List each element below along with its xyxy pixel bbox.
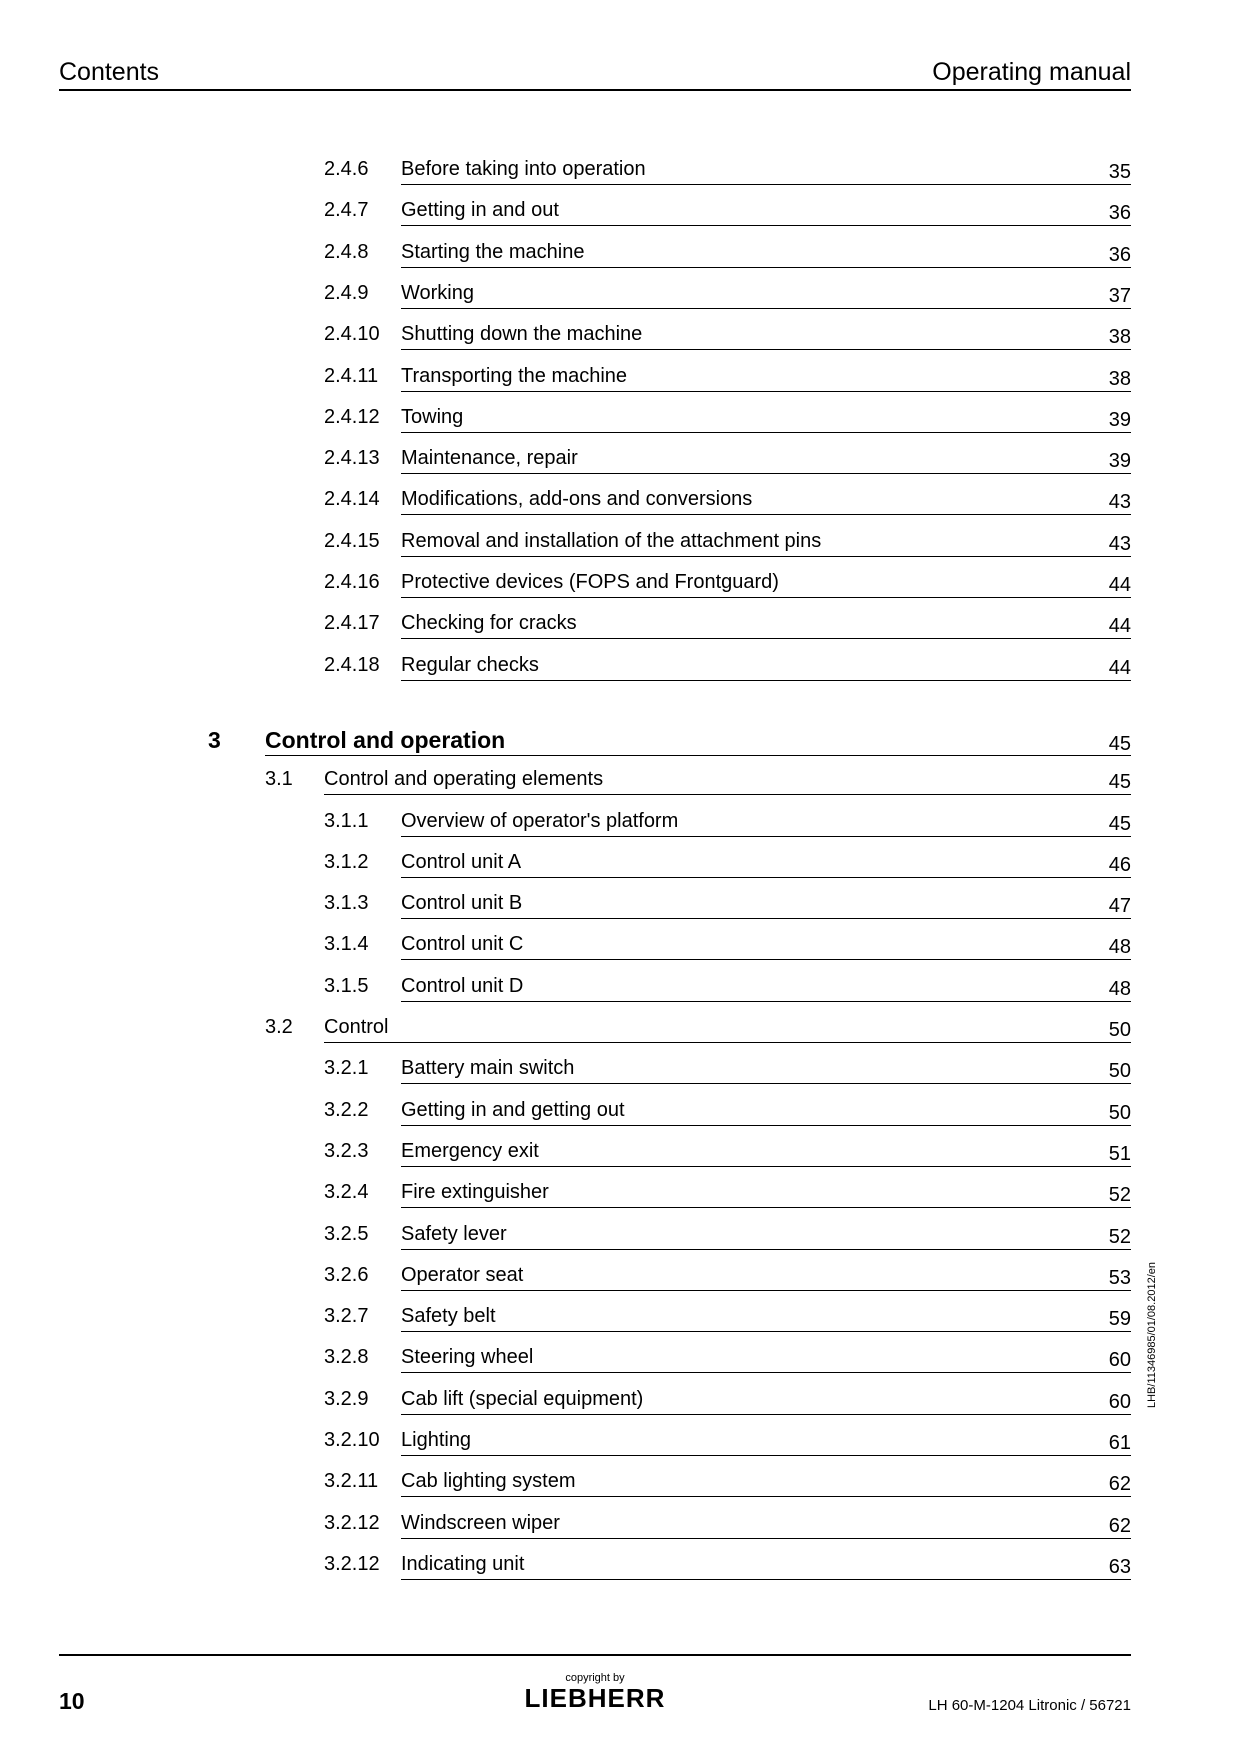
toc-title[interactable]: Fire extinguisher [401, 1181, 549, 1204]
toc-page-number[interactable]: 45 [1108, 771, 1131, 794]
toc-number: 2.4.11 [324, 364, 379, 387]
toc-title[interactable]: Before taking into operation [401, 158, 646, 180]
toc-title[interactable]: Battery main switch [401, 1057, 575, 1080]
toc-subsection[interactable] [0, 654, 1241, 694]
toc-title[interactable]: Starting the machine [401, 240, 585, 263]
toc-number: 3.2.3 [324, 1139, 369, 1162]
toc-number: 2.4.12 [324, 405, 380, 428]
toc-title[interactable]: Control and operating elements [324, 768, 604, 791]
toc-subsection[interactable] [0, 1223, 1241, 1263]
toc-subsection[interactable] [0, 488, 1241, 528]
toc-page-number[interactable]: 44 [1108, 615, 1131, 638]
toc-subsection[interactable] [0, 282, 1241, 322]
toc-page-number[interactable]: 52 [1108, 1184, 1131, 1207]
toc-number: 2.4.18 [324, 653, 380, 676]
toc-subsection[interactable] [0, 1388, 1241, 1428]
toc-number: 2.4.7 [324, 199, 369, 222]
toc-page-number[interactable]: 43 [1108, 491, 1131, 514]
toc-page-number[interactable]: 63 [1108, 1555, 1131, 1578]
header-section-title: Contents [59, 58, 160, 86]
toc-number: 3.1.2 [324, 850, 369, 873]
toc-title[interactable]: Control unit B [401, 892, 523, 915]
toc-page-number[interactable]: 47 [1108, 895, 1131, 918]
toc-number: 2.4.10 [324, 323, 380, 346]
toc-page-number[interactable]: 62 [1108, 1473, 1131, 1496]
toc-page-number[interactable]: 48 [1108, 977, 1131, 1000]
toc-title[interactable]: Overview of operator's platform [401, 809, 679, 832]
toc-subsection[interactable] [0, 365, 1241, 405]
liebherr-logo [505, 1685, 685, 1711]
toc-subsection[interactable] [0, 406, 1241, 446]
toc-subsection[interactable] [0, 810, 1241, 850]
toc-subsection[interactable] [0, 158, 1241, 198]
toc-underline [401, 405, 1131, 433]
toc-title[interactable]: Control unit D [401, 974, 524, 997]
toc-title[interactable]: Control unit C [401, 933, 524, 956]
toc-section[interactable] [0, 1016, 1241, 1056]
toc-subsection[interactable] [0, 241, 1241, 281]
toc-number: 2.4.16 [324, 571, 380, 593]
toc-page-number[interactable]: 44 [1108, 574, 1131, 596]
toc-title[interactable]: Control [324, 1016, 389, 1038]
toc-number: 3.2.4 [324, 1181, 369, 1204]
toc-title[interactable]: Windscreen wiper [401, 1511, 560, 1534]
toc-title[interactable]: Operator seat [401, 1263, 524, 1286]
toc-title[interactable]: Maintenance, repair [401, 447, 578, 470]
toc-number: 3.2.11 [324, 1470, 379, 1493]
toc-subsection[interactable] [0, 571, 1241, 611]
toc-page-number[interactable]: 50 [1108, 1019, 1131, 1041]
toc-page-number[interactable]: 61 [1108, 1432, 1131, 1454]
toc-title[interactable]: Transporting the machine [401, 364, 628, 387]
toc-title[interactable]: Emergency exit [401, 1139, 539, 1162]
toc-subsection[interactable] [0, 892, 1241, 932]
toc-title[interactable]: Shutting down the machine [401, 323, 643, 346]
toc-subsection[interactable] [0, 1553, 1241, 1593]
toc-number: 2.4.8 [324, 240, 369, 263]
toc-page-number[interactable]: 46 [1108, 853, 1131, 876]
toc-page-number[interactable]: 60 [1108, 1349, 1131, 1372]
toc-subsection[interactable] [0, 1429, 1241, 1469]
toc-subsection[interactable] [0, 1512, 1241, 1552]
toc-number: 3.2.8 [324, 1346, 369, 1369]
toc-subsection[interactable] [0, 1181, 1241, 1221]
toc-number: 3.2.2 [324, 1098, 369, 1121]
toc-title[interactable]: Working [401, 281, 474, 304]
toc-page-number[interactable]: 35 [1108, 161, 1131, 183]
toc-subsection[interactable] [0, 933, 1241, 973]
toc-subsection[interactable] [0, 447, 1241, 487]
toc-title[interactable]: Control and operation [265, 726, 506, 753]
toc-page-number[interactable]: 59 [1108, 1308, 1131, 1331]
toc-subsection[interactable] [0, 1470, 1241, 1510]
toc-title[interactable]: Safety lever [401, 1222, 507, 1245]
toc-page-number[interactable]: 52 [1108, 1225, 1131, 1248]
toc-subsection[interactable] [0, 530, 1241, 570]
toc-subsection[interactable] [0, 975, 1241, 1015]
toc-page-number[interactable]: 39 [1108, 450, 1131, 473]
toc-number: 3.1.4 [324, 933, 369, 956]
document-reference-code: LHB/11346985/01/08.2012/en [1146, 1262, 1158, 1408]
toc-subsection[interactable] [0, 1264, 1241, 1304]
toc-title[interactable]: Indicating unit [401, 1552, 525, 1575]
toc-subsection[interactable] [0, 199, 1241, 239]
toc-subsection[interactable] [0, 1305, 1241, 1345]
toc-title[interactable]: Getting in and getting out [401, 1098, 625, 1121]
toc-subsection[interactable] [0, 1346, 1241, 1386]
toc-page-number[interactable]: 45 [1108, 732, 1131, 755]
toc-page-number[interactable]: 48 [1108, 936, 1131, 959]
toc-number: 2.4.15 [324, 529, 380, 552]
document-id: LH 60-M-1204 Litronic / 56721 [928, 1697, 1131, 1714]
toc-page-number[interactable]: 50 [1108, 1101, 1131, 1124]
toc-page-number[interactable]: 60 [1108, 1390, 1131, 1413]
toc-page-number[interactable]: 38 [1108, 367, 1131, 390]
toc-title[interactable]: Protective devices (FOPS and Frontguard) [401, 571, 779, 593]
toc-title[interactable]: Regular checks [401, 653, 539, 676]
toc-number: 2.4.14 [324, 488, 380, 511]
toc-number: 3.1.1 [324, 809, 369, 832]
header-manual-title: Operating manual [932, 58, 1131, 86]
toc-page-number[interactable]: 62 [1108, 1514, 1131, 1537]
toc-title[interactable]: Removal and installation of the attachment pins [401, 529, 822, 552]
toc-section[interactable] [0, 768, 1241, 808]
toc-underline [401, 281, 1131, 309]
toc-number: 3.2 [265, 1016, 293, 1038]
copyright-notice: copyright by [565, 1672, 625, 1684]
page-number: 10 [59, 1688, 85, 1714]
toc-page-number[interactable]: 53 [1108, 1266, 1131, 1289]
toc-page-number[interactable]: 50 [1108, 1060, 1131, 1083]
toc-page-number[interactable]: 38 [1108, 326, 1131, 349]
toc-number: 3.1.5 [324, 974, 369, 997]
toc-number: 3 [208, 726, 221, 753]
toc-title[interactable]: Modifications, add-ons and conversions [401, 488, 753, 511]
toc-number: 3.2.6 [324, 1263, 369, 1286]
toc-underline [401, 1307, 1131, 1332]
toc-title[interactable]: Control unit A [401, 850, 522, 873]
toc-subsection[interactable] [0, 1057, 1241, 1097]
toc-number: 3.2.5 [324, 1222, 369, 1245]
toc-number: 3.1.3 [324, 892, 369, 915]
toc-title[interactable]: Towing [401, 405, 464, 428]
toc-subsection[interactable] [0, 612, 1241, 652]
toc-title[interactable]: Cab lighting system [401, 1470, 576, 1493]
toc-subsection[interactable] [0, 1140, 1241, 1180]
toc-number: 3.2.9 [324, 1387, 369, 1410]
toc-underline [401, 1222, 1131, 1250]
toc-title[interactable]: Getting in and out [401, 199, 559, 222]
toc-page-number[interactable]: 36 [1108, 243, 1131, 266]
toc-page-number[interactable]: 36 [1108, 202, 1131, 225]
toc-page-number[interactable]: 37 [1108, 284, 1131, 307]
toc-number: 2.4.9 [324, 281, 369, 304]
toc-number: 3.2.7 [324, 1305, 369, 1328]
footer-rule [59, 1654, 1131, 1656]
toc-underline [401, 1431, 1131, 1456]
toc-page-number[interactable]: 44 [1108, 656, 1131, 679]
toc-number: 2.4.6 [324, 158, 369, 180]
toc-subsection[interactable] [0, 851, 1241, 891]
toc-number: 3.2.10 [324, 1429, 380, 1451]
toc-title[interactable]: Cab lift (special equipment) [401, 1387, 644, 1410]
toc-subsection[interactable] [0, 1099, 1241, 1139]
toc-title[interactable]: Safety belt [401, 1305, 496, 1328]
toc-title[interactable]: Steering wheel [401, 1346, 534, 1369]
toc-page-number[interactable]: 39 [1108, 408, 1131, 431]
toc-page-number[interactable]: 43 [1108, 532, 1131, 555]
toc-number: 3.2.1 [324, 1057, 369, 1080]
toc-number: 3.2.12 [324, 1511, 380, 1534]
toc-title[interactable]: Checking for cracks [401, 612, 577, 635]
toc-page-number[interactable]: 45 [1108, 812, 1131, 835]
toc-subsection[interactable] [0, 323, 1241, 363]
toc-title[interactable]: Lighting [401, 1429, 472, 1451]
toc-number: 3.1 [265, 768, 293, 791]
toc-number: 2.4.17 [324, 612, 380, 635]
toc-page-number[interactable]: 51 [1108, 1142, 1131, 1165]
logo-text: LIEBHERR [524, 1685, 666, 1711]
toc-chapter[interactable] [0, 727, 1241, 767]
toc-underline [324, 1018, 1131, 1043]
toc-number: 3.2.12 [324, 1552, 380, 1575]
toc-number: 2.4.13 [324, 447, 380, 470]
